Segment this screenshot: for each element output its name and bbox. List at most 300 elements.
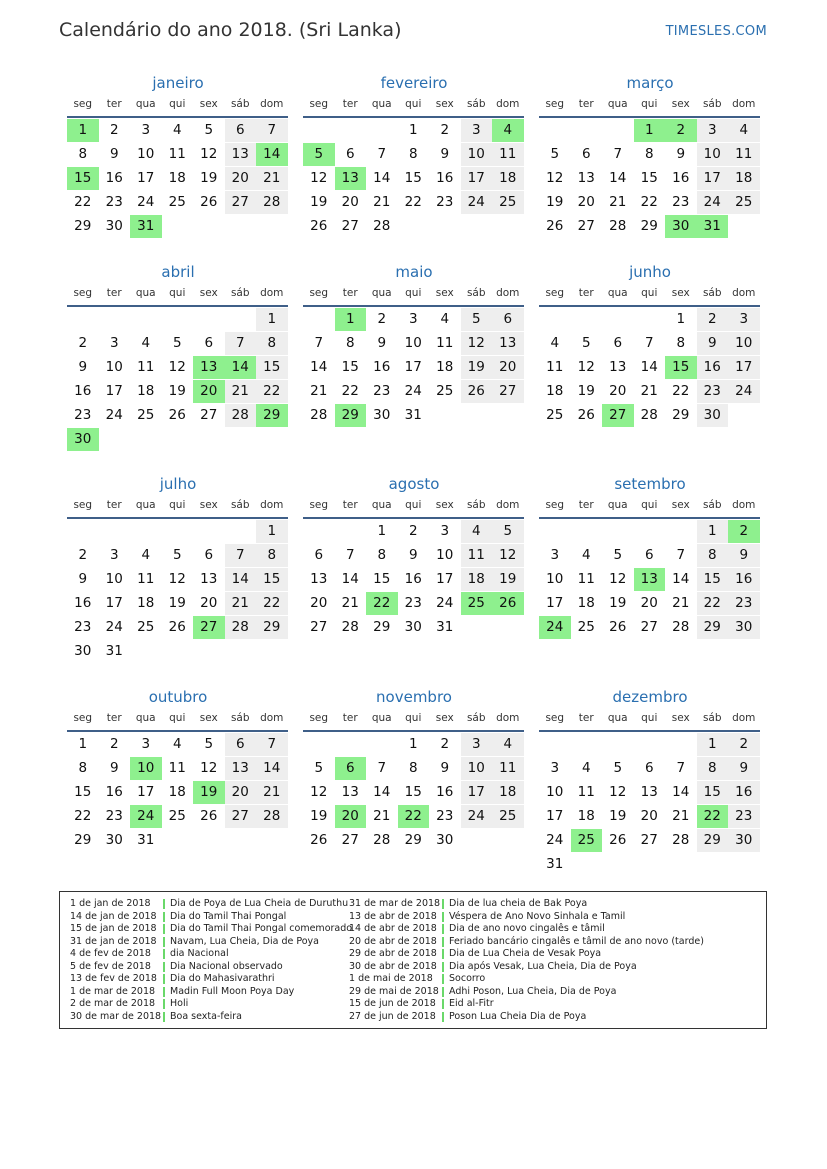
day-cell: 4 — [492, 733, 524, 756]
weekday-header: dom — [492, 94, 524, 118]
legend-date: 29 de mai de 2018 — [349, 985, 439, 997]
weekday-header: qui — [162, 283, 194, 307]
empty-cell — [162, 308, 194, 331]
day-cell: 18 — [492, 781, 524, 804]
legend-row — [349, 986, 704, 999]
day-cell: 25 — [577, 619, 595, 635]
day-cell: 21 — [672, 595, 690, 611]
day-cell: 21 — [609, 194, 627, 210]
day-cell: 24 — [697, 191, 729, 214]
month-name: novembro — [376, 688, 452, 706]
legend-date: 4 de fev de 2018 — [70, 948, 151, 959]
empty-cell — [366, 733, 398, 756]
day-cell: 29 — [404, 832, 422, 848]
day-cell: 26 — [461, 380, 493, 403]
day-cell: 20 — [640, 808, 658, 824]
day-cell: 6 — [204, 547, 214, 563]
holiday-day-cell: 22 — [366, 592, 398, 615]
day-cell: 10 — [105, 571, 123, 587]
legend-holiday-name: dia Nacional — [170, 948, 229, 959]
day-cell: 17 — [137, 784, 155, 800]
day-cell: 19 — [200, 170, 218, 186]
day-cell: 2 — [408, 523, 418, 539]
empty-cell — [602, 119, 634, 142]
day-cell: 24 — [436, 595, 454, 611]
day-cell: 29 — [74, 832, 92, 848]
day-cell: 4 — [172, 122, 182, 138]
weekday-header: ter — [99, 94, 131, 118]
day-cell: 8 — [256, 544, 288, 567]
day-cell: 7 — [644, 335, 654, 351]
legend-holiday-name: Dia de Poya de Lua Cheia de Duruthu — [170, 898, 349, 909]
month-3 — [67, 261, 289, 451]
day-cell: 8 — [408, 760, 418, 776]
weekday-header: qui — [634, 94, 666, 118]
day-cell: 16 — [728, 568, 760, 591]
empty-cell — [67, 308, 99, 331]
day-cell: 25 — [492, 805, 524, 828]
day-cell: 21 — [256, 167, 288, 190]
legend-marker — [442, 974, 444, 984]
holiday-day-cell: 13 — [193, 356, 225, 379]
day-cell: 2 — [78, 547, 88, 563]
day-cell: 3 — [109, 547, 119, 563]
empty-cell — [303, 308, 335, 331]
day-cell: 5 — [314, 760, 324, 776]
empty-cell — [130, 308, 162, 331]
day-cell: 7 — [256, 733, 288, 756]
legend-holiday-name: Dia de Lua Cheia de Vesak Poya — [449, 948, 602, 959]
day-cell: 1 — [256, 308, 288, 331]
weekday-header: qua — [366, 495, 398, 519]
day-cell: 15 — [697, 568, 729, 591]
legend-marker — [442, 999, 444, 1009]
month-days-grid — [539, 708, 761, 876]
weekday-header: sáb — [697, 495, 729, 519]
month-name: julho — [159, 475, 197, 493]
day-cell: 27 — [341, 832, 359, 848]
weekday-header: seg — [67, 495, 99, 519]
empty-cell — [602, 308, 634, 331]
day-cell: 24 — [461, 805, 493, 828]
legend-marker — [442, 962, 444, 972]
day-cell: 30 — [105, 218, 123, 234]
weekday-header: seg — [303, 283, 335, 307]
holiday-day-cell: 29 — [256, 404, 288, 427]
weekday-header: dom — [256, 708, 288, 732]
day-cell: 23 — [373, 383, 391, 399]
day-cell: 29 — [697, 829, 729, 852]
day-cell: 16 — [105, 784, 123, 800]
legend-holiday-name: Dia de ano novo cingalês e tâmil — [449, 923, 605, 934]
day-cell: 18 — [461, 568, 493, 591]
day-cell: 3 — [109, 335, 119, 351]
day-cell: 1 — [676, 311, 686, 327]
day-cell: 8 — [345, 335, 355, 351]
day-cell: 28 — [310, 407, 328, 423]
legend-holiday-name: Adhi Poson, Lua Cheia, Dia de Poya — [449, 985, 617, 997]
holiday-day-cell: 31 — [697, 215, 729, 238]
day-cell: 6 — [314, 547, 324, 563]
month-7 — [303, 473, 525, 639]
day-cell: 9 — [728, 757, 760, 780]
empty-cell — [539, 520, 571, 543]
holiday-day-cell: 19 — [193, 781, 225, 804]
weekday-header: ter — [571, 495, 603, 519]
day-cell: 25 — [728, 191, 760, 214]
day-cell: 28 — [640, 407, 658, 423]
day-cell: 23 — [436, 808, 454, 824]
day-cell: 19 — [577, 383, 595, 399]
day-cell: 3 — [550, 760, 560, 776]
day-cell: 29 — [256, 616, 288, 639]
holiday-day-cell: 15 — [67, 167, 99, 190]
legend-row — [70, 973, 352, 986]
day-cell: 27 — [225, 805, 257, 828]
day-cell: 20 — [577, 194, 595, 210]
weekday-header: qui — [634, 283, 666, 307]
empty-cell — [335, 520, 367, 543]
day-cell: 17 — [105, 595, 123, 611]
day-cell: 9 — [676, 146, 686, 162]
brand-link[interactable]: TIMESLES.COM — [665, 24, 767, 39]
day-cell: 6 — [492, 308, 524, 331]
legend-row — [349, 948, 704, 961]
holiday-day-cell: 27 — [602, 404, 634, 427]
day-cell: 15 — [341, 359, 359, 375]
weekday-header: sáb — [461, 94, 493, 118]
day-cell: 11 — [546, 359, 564, 375]
holiday-day-cell: 30 — [665, 215, 697, 238]
weekday-header: seg — [67, 283, 99, 307]
day-cell: 2 — [440, 122, 450, 138]
weekday-header: sáb — [461, 708, 493, 732]
legend-row — [349, 923, 704, 936]
holiday-day-cell: 31 — [130, 215, 162, 238]
legend-row — [70, 948, 352, 961]
day-cell: 4 — [461, 520, 493, 543]
legend-date: 31 de mar de 2018 — [349, 898, 441, 909]
weekday-header: dom — [492, 708, 524, 732]
day-cell: 9 — [728, 544, 760, 567]
legend-row — [349, 911, 704, 924]
day-cell: 12 — [168, 571, 186, 587]
day-cell: 11 — [492, 143, 524, 166]
day-cell: 24 — [404, 383, 422, 399]
day-cell: 28 — [225, 616, 257, 639]
day-cell: 4 — [141, 335, 151, 351]
day-cell: 10 — [105, 359, 123, 375]
legend-holiday-name: Eid al-Fitr — [449, 998, 494, 1009]
holiday-day-cell: 20 — [193, 380, 225, 403]
day-cell: 28 — [225, 404, 257, 427]
weekday-header: sáb — [225, 283, 257, 307]
day-cell: 14 — [310, 359, 328, 375]
month-name: outubro — [148, 688, 208, 706]
legend-marker — [442, 937, 444, 947]
legend-date: 27 de jun de 2018 — [349, 1010, 436, 1022]
legend-row — [349, 936, 704, 949]
legend-date: 2 de mar de 2018 — [70, 998, 156, 1009]
day-cell: 26 — [546, 218, 564, 234]
day-cell: 12 — [461, 332, 493, 355]
holiday-day-cell: 2 — [728, 520, 760, 543]
day-cell: 26 — [200, 194, 218, 210]
day-cell: 5 — [204, 122, 214, 138]
day-cell: 24 — [546, 832, 564, 848]
month-name: abril — [161, 263, 195, 281]
weekday-header: sex — [665, 495, 697, 519]
month-name: fevereiro — [380, 74, 448, 92]
day-cell: 26 — [577, 407, 595, 423]
day-cell: 15 — [74, 784, 92, 800]
day-cell: 18 — [546, 383, 564, 399]
day-cell: 22 — [404, 194, 422, 210]
day-cell: 13 — [225, 757, 257, 780]
day-cell: 9 — [78, 359, 88, 375]
day-cell: 16 — [373, 359, 391, 375]
day-cell: 12 — [609, 784, 627, 800]
day-cell: 3 — [141, 122, 151, 138]
legend-holiday-name: Dia Nacional observado — [170, 960, 283, 972]
day-cell: 30 — [728, 829, 760, 852]
day-cell: 5 — [613, 760, 623, 776]
month-10 — [303, 686, 525, 852]
empty-cell — [335, 733, 367, 756]
weekday-header: qua — [130, 94, 162, 118]
month-days-grid — [67, 283, 289, 451]
legend-holiday-name: Dia do Mahasivarathri — [170, 973, 275, 984]
day-cell: 23 — [728, 592, 760, 615]
day-cell: 16 — [728, 781, 760, 804]
weekday-header: sex — [665, 283, 697, 307]
month-days-grid — [67, 708, 289, 852]
weekday-header: sex — [429, 283, 461, 307]
day-cell: 25 — [436, 383, 454, 399]
empty-cell — [539, 119, 571, 142]
legend-date: 1 de mai de 2018 — [349, 973, 433, 984]
day-cell: 26 — [168, 619, 186, 635]
day-cell: 16 — [672, 170, 690, 186]
legend-row — [70, 898, 352, 911]
day-cell: 14 — [672, 571, 690, 587]
day-cell: 1 — [408, 122, 418, 138]
legend-row — [349, 998, 704, 1011]
legend-marker — [163, 962, 165, 972]
day-cell: 13 — [225, 143, 257, 166]
day-cell: 26 — [310, 832, 328, 848]
weekday-header: sex — [193, 283, 225, 307]
weekday-header: seg — [539, 283, 571, 307]
holiday-day-cell: 24 — [539, 616, 571, 639]
day-cell: 14 — [225, 568, 257, 591]
day-cell: 29 — [373, 619, 391, 635]
day-cell: 29 — [672, 407, 690, 423]
month-name: maio — [395, 263, 433, 281]
day-cell: 7 — [613, 146, 623, 162]
day-cell: 17 — [461, 167, 493, 190]
day-cell: 3 — [141, 736, 151, 752]
day-cell: 28 — [256, 191, 288, 214]
month-days-grid — [539, 94, 761, 238]
day-cell: 6 — [225, 119, 257, 142]
day-cell: 8 — [644, 146, 654, 162]
month-days-grid — [539, 495, 761, 639]
day-cell: 21 — [256, 781, 288, 804]
legend-marker — [163, 937, 165, 947]
day-cell: 23 — [74, 619, 92, 635]
holiday-day-cell: 1 — [335, 308, 367, 331]
day-cell: 14 — [256, 757, 288, 780]
empty-cell — [665, 733, 697, 756]
day-cell: 26 — [609, 832, 627, 848]
holiday-day-cell: 30 — [67, 428, 99, 451]
day-cell: 12 — [310, 170, 328, 186]
day-cell: 31 — [137, 832, 155, 848]
empty-cell — [571, 308, 603, 331]
weekday-header: qua — [602, 283, 634, 307]
day-cell: 8 — [697, 544, 729, 567]
weekday-header: sáb — [225, 495, 257, 519]
legend-holiday-name: Dia do Tamil Thai Pongal comemorado — [170, 923, 353, 934]
holiday-legend — [59, 891, 767, 1029]
day-cell: 30 — [436, 832, 454, 848]
weekday-header: qua — [366, 283, 398, 307]
day-cell: 17 — [105, 383, 123, 399]
month-0 — [67, 72, 289, 238]
legend-holiday-name: Boa sexta-feira — [170, 1010, 242, 1022]
empty-cell — [571, 119, 603, 142]
legend-row — [70, 923, 352, 936]
day-cell: 28 — [672, 832, 690, 848]
weekday-header: qua — [602, 495, 634, 519]
day-cell: 10 — [546, 571, 564, 587]
day-cell: 20 — [225, 781, 257, 804]
day-cell: 15 — [697, 781, 729, 804]
weekday-header: seg — [303, 94, 335, 118]
day-cell: 8 — [78, 146, 88, 162]
holiday-day-cell: 26 — [492, 592, 524, 615]
weekday-header: qua — [366, 708, 398, 732]
day-cell: 11 — [492, 757, 524, 780]
day-cell: 25 — [492, 191, 524, 214]
day-cell: 10 — [436, 547, 454, 563]
day-cell: 10 — [137, 146, 155, 162]
legend-holiday-name: Madin Full Moon Poya Day — [170, 985, 295, 997]
empty-cell — [303, 733, 335, 756]
holiday-day-cell: 27 — [193, 616, 225, 639]
weekday-header: sáb — [461, 283, 493, 307]
legend-date: 15 de jun de 2018 — [349, 998, 436, 1009]
day-cell: 27 — [492, 380, 524, 403]
day-cell: 15 — [256, 356, 288, 379]
day-cell: 22 — [256, 380, 288, 403]
day-cell: 23 — [105, 808, 123, 824]
legend-marker — [163, 1012, 165, 1022]
day-cell: 4 — [728, 119, 760, 142]
day-cell: 15 — [640, 170, 658, 186]
day-cell: 22 — [697, 592, 729, 615]
day-cell: 18 — [728, 167, 760, 190]
month-4 — [303, 261, 525, 427]
day-cell: 27 — [310, 619, 328, 635]
legend-row — [349, 961, 704, 974]
day-cell: 1 — [377, 523, 387, 539]
day-cell: 7 — [676, 760, 686, 776]
weekday-header: dom — [256, 283, 288, 307]
day-cell: 17 — [728, 356, 760, 379]
day-cell: 8 — [78, 760, 88, 776]
day-cell: 19 — [168, 383, 186, 399]
day-cell: 7 — [377, 760, 387, 776]
day-cell: 23 — [436, 194, 454, 210]
day-cell: 30 — [105, 832, 123, 848]
day-cell: 3 — [408, 311, 418, 327]
legend-row — [70, 911, 352, 924]
day-cell: 20 — [609, 383, 627, 399]
weekday-header: ter — [99, 708, 131, 732]
empty-cell — [225, 308, 257, 331]
empty-cell — [571, 733, 603, 756]
weekday-header: sex — [665, 708, 697, 732]
day-cell: 23 — [697, 380, 729, 403]
legend-marker — [442, 924, 444, 934]
holiday-day-cell: 13 — [634, 568, 666, 591]
day-cell: 15 — [404, 170, 422, 186]
weekday-header: sex — [429, 94, 461, 118]
day-cell: 20 — [200, 595, 218, 611]
weekday-header: ter — [335, 495, 367, 519]
month-8 — [539, 473, 761, 639]
day-cell: 24 — [137, 194, 155, 210]
legend-holiday-name: Véspera de Ano Novo Sinhala e Tamil — [449, 910, 626, 922]
day-cell: 11 — [137, 359, 155, 375]
legend-row — [349, 973, 704, 986]
day-cell: 16 — [436, 170, 454, 186]
day-cell: 12 — [492, 544, 524, 567]
holiday-day-cell: 6 — [335, 757, 367, 780]
day-cell: 22 — [640, 194, 658, 210]
month-2 — [539, 72, 761, 238]
day-cell: 10 — [461, 143, 493, 166]
day-cell: 28 — [341, 619, 359, 635]
day-cell: 5 — [492, 520, 524, 543]
holiday-day-cell: 20 — [335, 805, 367, 828]
day-cell: 16 — [74, 595, 92, 611]
day-cell: 1 — [697, 520, 729, 543]
empty-cell — [193, 308, 225, 331]
day-cell: 14 — [640, 359, 658, 375]
legend-row — [70, 986, 352, 999]
day-cell: 8 — [697, 757, 729, 780]
legend-row — [70, 1011, 352, 1024]
legend-row — [70, 961, 352, 974]
weekday-header: sáb — [697, 94, 729, 118]
holiday-day-cell: 13 — [335, 167, 367, 190]
day-cell: 18 — [168, 784, 186, 800]
holiday-day-cell: 2 — [665, 119, 697, 142]
day-cell: 9 — [697, 332, 729, 355]
weekday-header: ter — [571, 708, 603, 732]
legend-date: 13 de abr de 2018 — [349, 910, 437, 922]
weekday-header: sex — [429, 708, 461, 732]
day-cell: 3 — [461, 733, 493, 756]
day-cell: 25 — [546, 407, 564, 423]
day-cell: 28 — [373, 218, 391, 234]
empty-cell — [225, 520, 257, 543]
legend-date: 15 de jan de 2018 — [70, 923, 157, 934]
legend-date: 29 de abr de 2018 — [349, 948, 437, 959]
